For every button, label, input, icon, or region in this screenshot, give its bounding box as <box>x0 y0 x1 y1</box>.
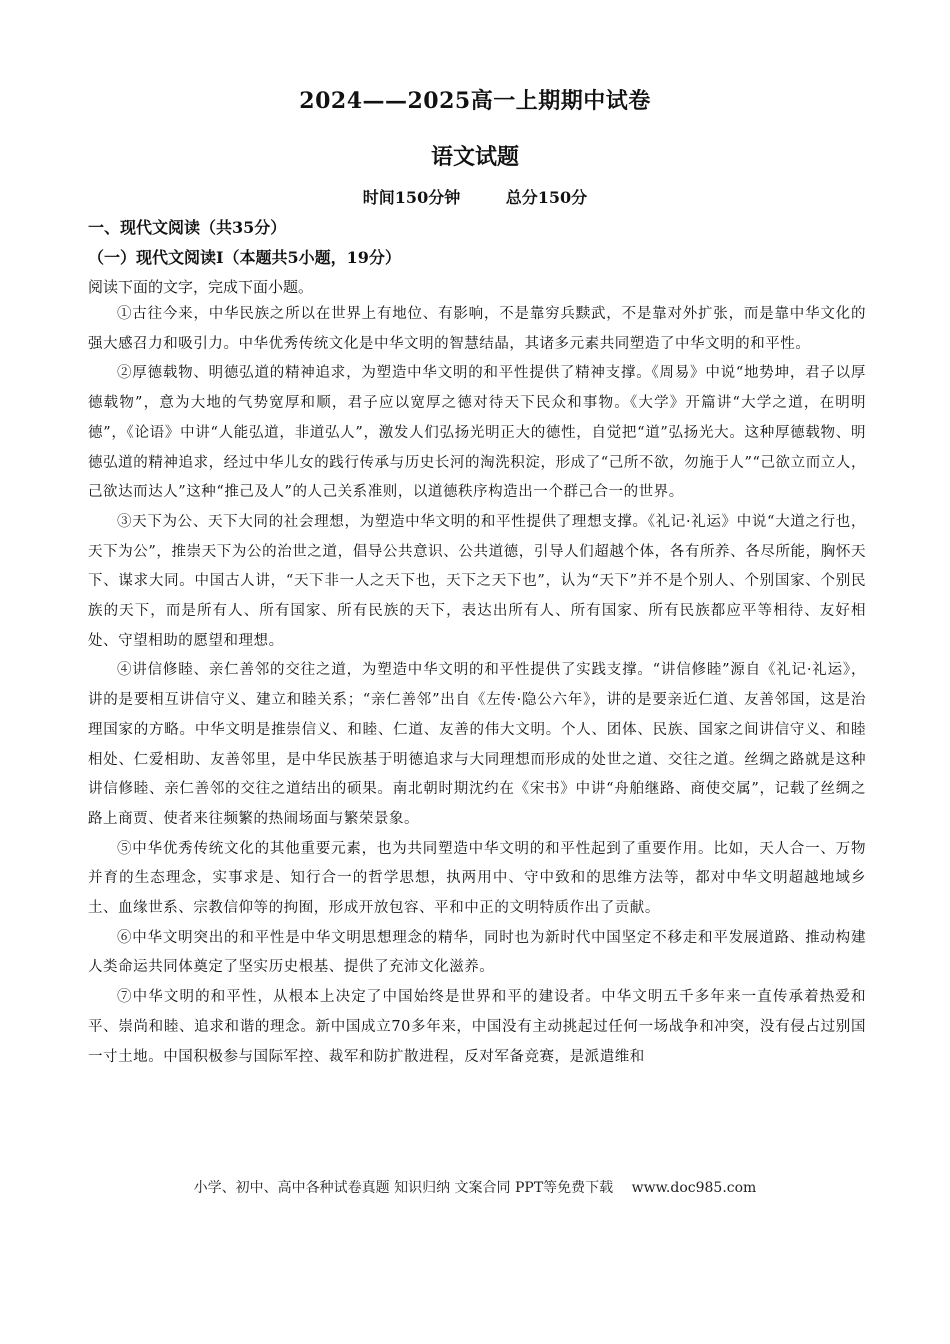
paragraph-3: ③天下为公、天下大同的社会理想，为塑造中华文明的和平性提供了理想支撑。《礼记·礼运》中说“大道之行也，天下为公”，推崇天下为公的治世之道，倡导公共意识、公共道德，引导人们超越个体，各有所养、各尽所能，胸怀天下、谋求大同。中国古人讲，“天下非一人之天下也，天下之天下也”，认为“天下”并不是个别人、个别国家、个别民族的天下，而是所有人、所有国家、所有民族的天下，表达出所有人、所有国家、所有民族都应平等相待、友好相处、守望相助的愿望和理想。 <box>88 513 866 649</box>
subsection-heading: （一）现代文阅读Ⅰ（本题共5小题，19分） <box>88 248 401 267</box>
paragraph-5: ⑤中华优秀传统文化的其他重要元素，也为共同塑造中华文明的和平性起到了重要作用。比如，天人合一、万物并育的生态理念，实事求是、知行合一的哲学思想，执两用中、守中致和的思维方法等，都对中华文明超越地域乡土、血缘世系、宗教信仰等的拘囿，形成开放包容、平和中正的文明特质作出了贡献。 <box>88 840 866 917</box>
exam-subject: 语文试题 <box>430 144 519 170</box>
paragraph-2: ②厚德载物、明德弘道的精神追求，为塑造中华文明的和平性提供了精神支撑。《周易》中说“地势坤，君子以厚德载物”，意为大地的气势宽厚和顺，君子应以宽厚之德对待天下民众和事物。《大学》开篇讲“大学之道，在明明德”，《论语》中讲“人能弘道，非道弘人”，激发人们弘扬光明正大的德性，自觉把“道”弘扬光大。这种厚德载物、明德弘道的精神追求，经过中华儿女的践行传承与历史长河的淘洗积淀，形成了“己所不欲，勿施于人”“己欲立而立人，己欲达而达人”这种“推己及人”的人己关系准则，以道德秩序构造出一个群己合一的世界。 <box>88 365 866 501</box>
paragraph-1: ①古往今来，中华民族之所以在世界上有地位、有影响，不是靠穷兵黩武，不是靠对外扩张，而是靠中华文化的强大感召力和吸引力。中华优秀传统文化是中华文明的智慧结晶，其诸多元素共同塑造了中华文明的和平性。 <box>88 306 866 352</box>
exam-score: 总分150分 <box>505 188 588 207</box>
paragraph-4: ④讲信修睦、亲仁善邻的交往之道，为塑造中华文明的和平性提供了实践支撑。“讲信修睦”源自《礼记·礼运》，讲的是要相互讲信守义、建立和睦关系；“亲仁善邻”出自《左传·隐公六年》，讲的是要亲近仁道、友善邻国，这是治理国家的方略。中华文明是推崇信义、和睦、仁道、友善的伟大文明。个人、团体、民族、国家之间讲信守义、和睦相处、仁爱相助、友善邻里，是中华民族基于明德追求与大同理想而形成的处世之道、交往之道。丝绸之路就是这种讲信修睦、亲仁善邻的交往之道结出的硕果。南北朝时期沈约在《宋书》中讲“舟舶继路、商使交属”，记载了丝绸之路上商贾、使者来往频繁的热闹场面与繁荣景象。 <box>88 662 866 827</box>
paragraph-7: ⑦中华文明的和平性，从根本上决定了中国始终是世界和平的建设者。中华文明五千多年来一直传承着热爱和平、崇尚和睦、追求和谐的理念。新中国成立70多年来，中国没有主动挑起过任何一场战争和冲突，没有侵占过别国一寸土地。中国积极参与国际军控、裁军和防扩散进程，反对军备竞赛，是派遣维和 <box>88 989 866 1065</box>
footer-text: 小学、初中、高中各种试卷真题 知识归纳 文案合同 PPT等免费下载 <box>193 1180 614 1196</box>
page-footer <box>0 1177 950 1197</box>
exam-meta <box>0 185 950 208</box>
footer-link[interactable]: www.doc985.com <box>631 1180 757 1196</box>
reading-passage <box>88 300 866 1072</box>
exam-time: 时间150分钟 <box>362 188 461 207</box>
instruction-text: 阅读下面的文字，完成下面小题。 <box>88 278 314 296</box>
paragraph-6: ⑥中华文明突出的和平性是中华文明思想理念的精华，同时也为新时代中国坚定不移走和平发展道路、推动构建人类命运共同体奠定了坚实历史根基、提供了充沛文化滋养。 <box>88 929 866 976</box>
section-heading: 一、现代文阅读（共35分） <box>88 218 287 237</box>
exam-title: 2024——2025高一上期期中试卷 <box>299 88 651 114</box>
